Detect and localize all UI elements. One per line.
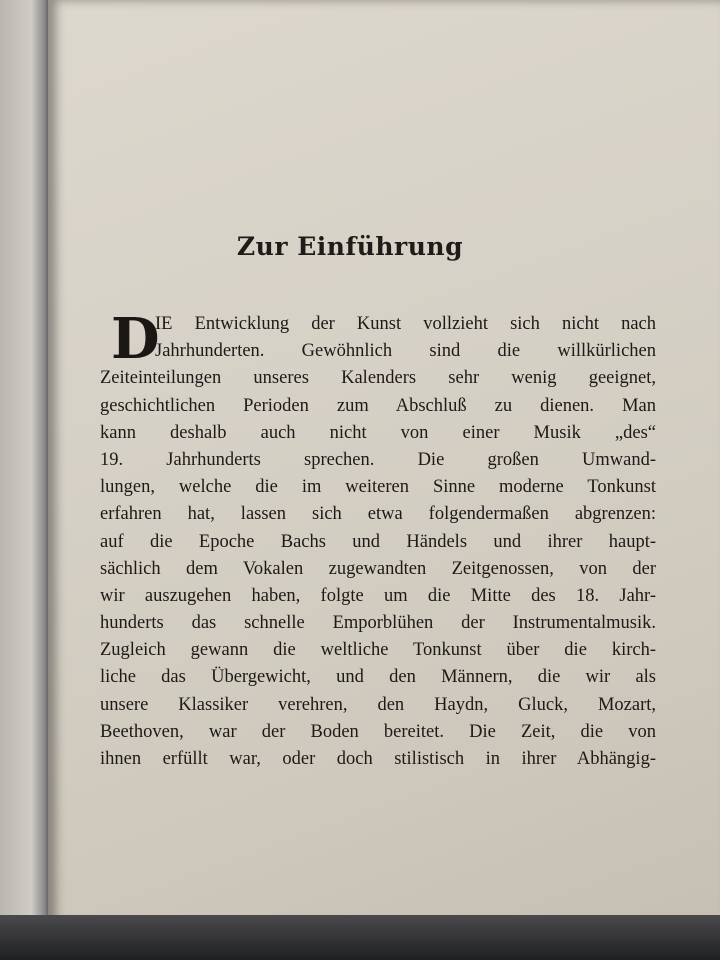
text-line: lungen, welche die im weiteren Sinne moderne Tonkunst [100,477,656,498]
text-line: liche das Übergewicht, und den Männern, die wir als [100,667,656,688]
text-line: kann deshalb auch nicht von einer Musik „des“ [100,422,656,443]
chapter-title [0,232,720,261]
text-line: auf die Epoche Bachs und Händels und ihrer haupt- [100,531,656,552]
text-line: Beethoven, war der Boden bereitet. Die Zeit, die von [100,721,656,742]
text-line: Zugleich gewann die weltliche Tonkunst über die kirch- [100,640,656,661]
chapter-title-text: Zur Einführung [236,232,464,261]
text-line: Zeiteinteilungen unseres Kalenders sehr wenig geeignet, [100,368,656,389]
text-line: wir auszugehen haben, folgte um die Mitte des 18. Jahr- [100,585,656,606]
text-line: IE Entwicklung der Kunst vollzieht sich nicht nach [155,314,656,334]
text-line: 19. Jahrhunderts sprechen. Die großen Umwand- [100,449,656,470]
text-line: hunderts das schnelle Emporblühen der Instrumentalmusik. [100,613,656,634]
text-line: Jahrhunderten. Gewöhnlich sind die willkürlichen [155,341,656,362]
text-line: geschichtlichen Perioden zum Abschluß zu dienen. Man [100,395,656,416]
body-text [100,306,656,773]
text-line: unsere Klassiker verehren, den Haydn, Gluck, Mozart, [100,694,656,715]
text-line: sächlich dem Vokalen zugewandten Zeitgenossen, von der [100,558,656,579]
previous-page-edge [0,0,52,930]
text-line: ihnen erfüllt war, oder doch stilistisch in ihrer Abhängig- [100,749,656,769]
text-line: erfahren hat, lassen sich etwa folgendermaßen abgrenzen: [100,504,656,525]
table-surface [0,915,720,960]
drop-cap: D [111,306,160,372]
